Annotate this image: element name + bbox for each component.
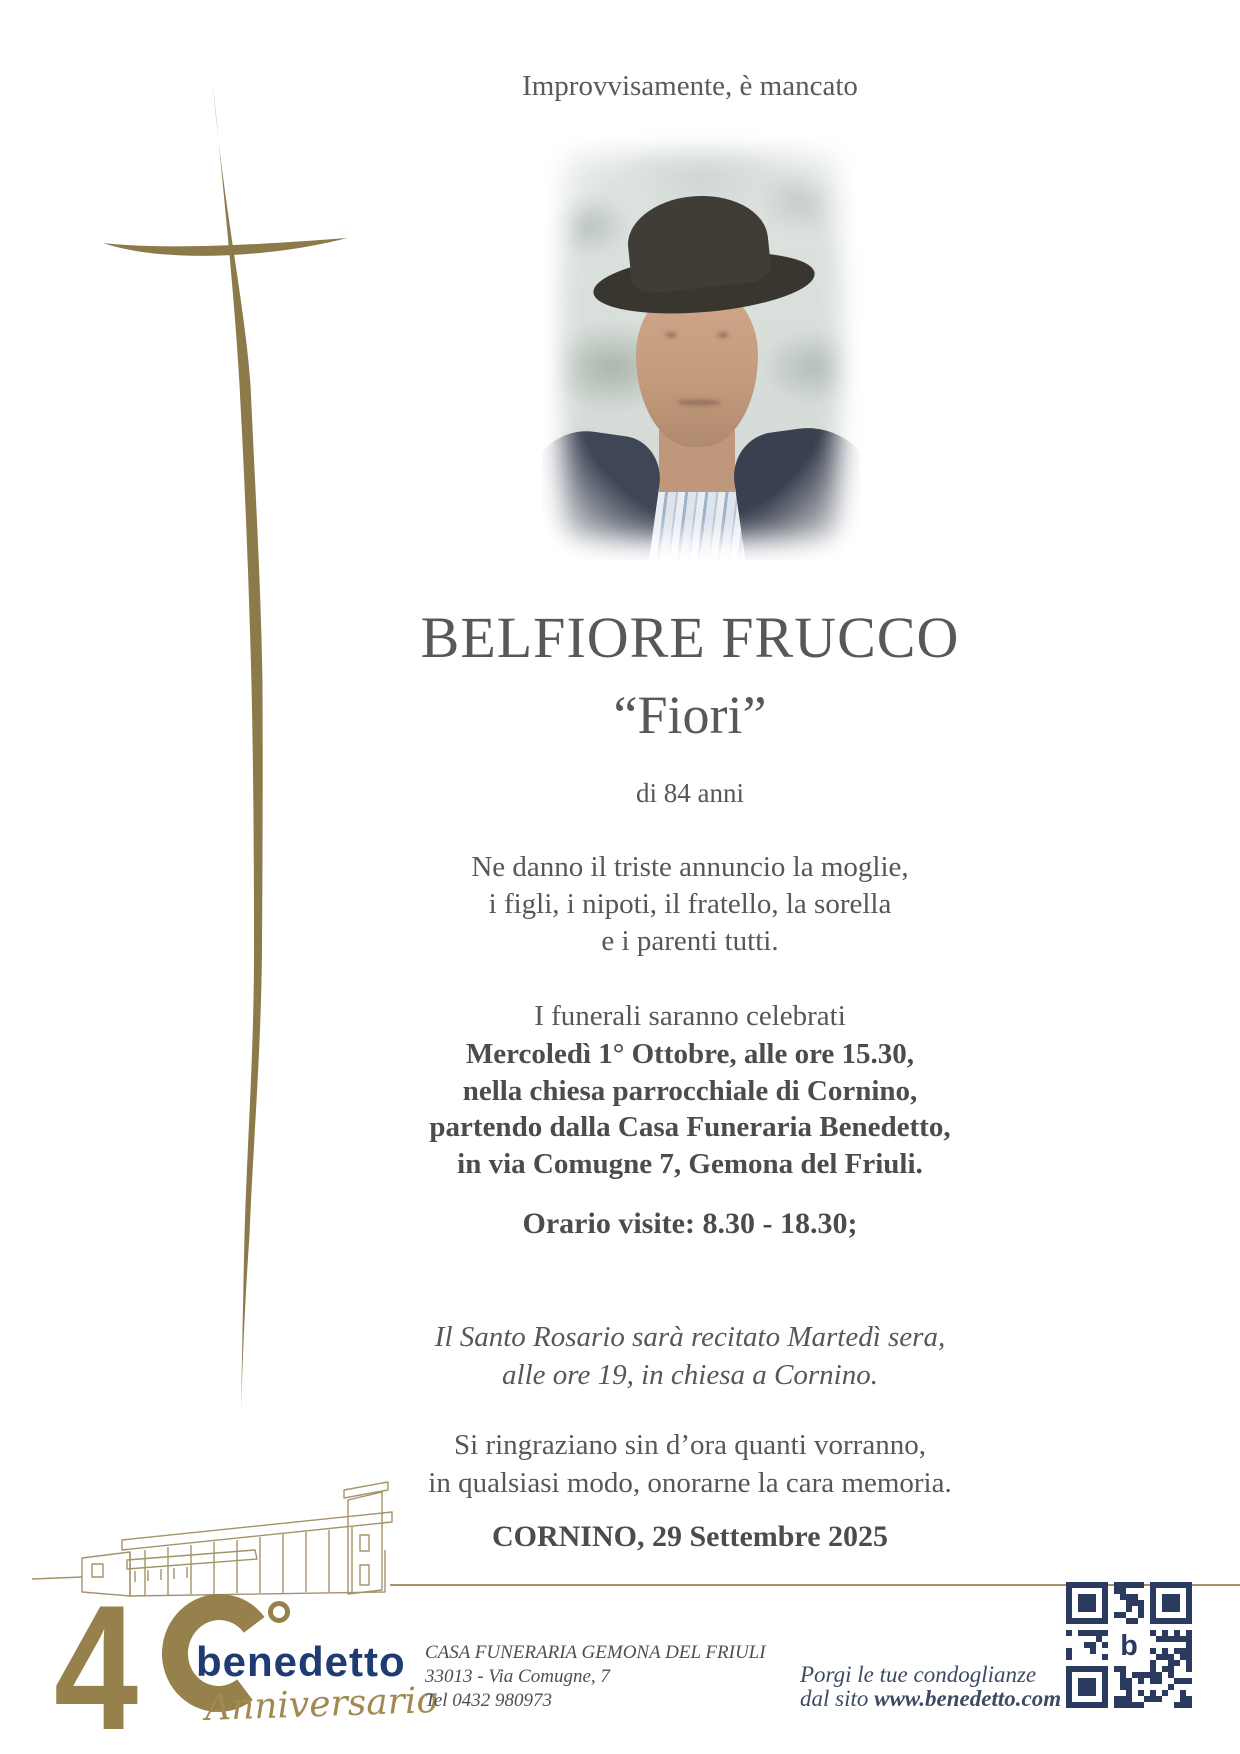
funeral-detail-line: partendo dalla Casa Funeraria Benedetto,	[429, 1111, 951, 1143]
funeral-details	[320, 1036, 1060, 1182]
funeral-detail-line: in via Comugne 7, Gemona del Friuli.	[457, 1147, 923, 1180]
rosary-line: Il Santo Rosario sarà recitato Martedì sera,	[434, 1321, 946, 1353]
funeral-detail-line: Mercoledì 1° Ottobre, alle ore 15.30,	[465, 1038, 915, 1070]
condolence-prefix: dal sito	[800, 1686, 875, 1711]
condolence-note	[800, 1663, 1061, 1711]
intro-line: Improvvisamente, è mancato	[522, 70, 858, 102]
brand-logo-text: benedetto	[196, 1638, 406, 1685]
condolence-website: www.benedetto.com	[874, 1686, 1062, 1711]
company-name-line: CASA FUNERARIA GEMONA DEL FRIULI	[425, 1642, 766, 1663]
condolence-line: Porgi le tue condoglianze	[800, 1662, 1037, 1687]
age-line: di 84 anni	[636, 778, 744, 808]
qr-code	[1066, 1582, 1192, 1708]
cross-icon	[85, 85, 355, 1425]
company-address-line: 33013 - Via Comugne, 7	[425, 1666, 610, 1687]
company-address-block	[425, 1641, 766, 1713]
rosary-line: alle ore 19, in chiesa a Cornino.	[502, 1359, 878, 1391]
deceased-nickname: “Fiori”	[613, 685, 767, 745]
visiting-hours-line: Orario visite: 8.30 - 18.30;	[522, 1207, 858, 1240]
announcement-line: Ne danno il triste annuncio la moglie,	[471, 851, 909, 883]
qr-center-letter: b	[1120, 1630, 1138, 1663]
announcement-paragraph	[320, 849, 1060, 960]
announcement-line: i figli, i nipoti, il fratello, la sorella	[488, 888, 892, 920]
funeral-intro-line: I funerali saranno celebrati	[534, 1000, 846, 1032]
portrait-photo	[542, 132, 860, 560]
rosary-paragraph	[320, 1318, 1060, 1394]
photo-fade-edge	[542, 132, 860, 560]
announcement-line: e i parenti tutti.	[601, 925, 779, 957]
company-phone-line: Tel 0432 980973	[425, 1690, 553, 1711]
thanks-line: Si ringraziano sin d’ora quanti vorranno,	[454, 1429, 926, 1461]
anniversary-number: 4	[54, 1568, 139, 1754]
condolence-line	[800, 1687, 1061, 1711]
brand-logo-subtitle: Anniversario	[204, 1679, 439, 1730]
thanks-line: in qualsiasi modo, onorarne la cara memoria.	[428, 1467, 952, 1499]
deceased-name: BELFIORE FRUCCO	[420, 605, 960, 670]
anniversary-degree-icon	[268, 1601, 290, 1623]
thanks-paragraph	[320, 1426, 1060, 1502]
funeral-detail-line: nella chiesa parrocchiale di Cornino,	[462, 1074, 918, 1107]
place-date-line: CORNINO, 29 Settembre 2025	[491, 1520, 889, 1553]
